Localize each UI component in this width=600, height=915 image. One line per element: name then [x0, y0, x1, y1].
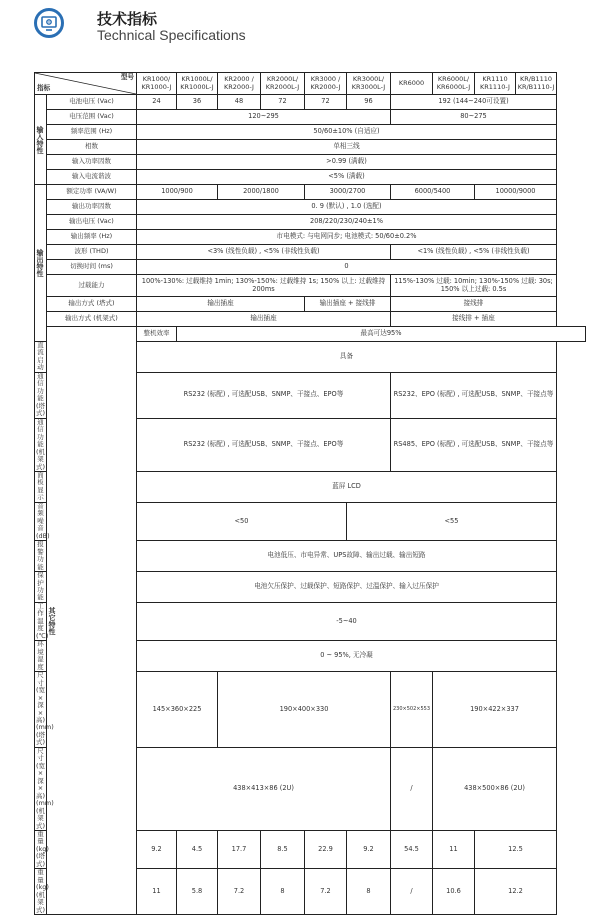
model-header: KR2000 / KR2000-J: [218, 73, 261, 95]
cell: 输出插座 + 接线排: [305, 297, 391, 312]
model-header: KR6000: [391, 73, 433, 95]
table-row: [35, 260, 586, 275]
table-row: [35, 275, 586, 297]
cell: RS232 (标配) , 可选配USB、SNMP、干接点、EPO等: [137, 372, 391, 418]
row-label: 整机效率: [137, 327, 177, 342]
table-row: [35, 230, 586, 245]
cell: 3000/2700: [305, 185, 391, 200]
cell: RS485、EPO (标配) , 可选配USB、SNMP、干接点等: [391, 418, 557, 471]
row-label: 输出方式 (塔式): [47, 297, 137, 312]
row-label: 切换时间 (ms): [47, 260, 137, 275]
cell: 5.8: [177, 869, 218, 915]
cell: 输出插座: [137, 297, 305, 312]
row-label: 环境湿度: [35, 641, 47, 672]
row-label: 尺寸 (宽×深×高) (mm) (塔式): [36, 671, 54, 747]
table-corner: [35, 73, 137, 95]
cell: 9.2: [137, 831, 177, 869]
cell: 电池欠压保护、过载保护、短路保护、过温保护、输入过压保护: [137, 572, 557, 603]
table-row: [35, 155, 586, 170]
cell: 438×413×86 (2U): [137, 747, 391, 830]
model-header: KR3000L/ KR3000L-J: [347, 73, 391, 95]
cell: 7.2: [218, 869, 261, 915]
row-label: 输出电压 (Vac): [47, 215, 137, 230]
cell: 接线排: [391, 297, 557, 312]
model-header: KR1000L/ KR1000L-J: [177, 73, 218, 95]
cell: 蓝屏 LCD: [137, 471, 557, 502]
cell: 438×500×86 (2U): [433, 747, 557, 830]
table-row: [35, 327, 586, 342]
row-label: 电池电压 (Vac): [47, 95, 137, 110]
cell: 10.6: [433, 869, 475, 915]
cell: 4.5: [177, 831, 218, 869]
row-label: 输入电流谐波: [47, 170, 137, 185]
cell: 100%-130%: 过载维持 1min; 130%-150%: 过载维持 1s; 150% 以上: 过载维持 200ms: [137, 275, 391, 297]
row-label: 输出频率 (Hz): [47, 230, 137, 245]
table-row: [35, 185, 586, 200]
row-label: 过载能力: [47, 275, 137, 297]
cell: 接线排 + 插座: [391, 312, 557, 327]
cell: 6000/5400: [391, 185, 475, 200]
cell: /: [391, 747, 433, 830]
row-label: 尺寸 (宽×深×高) (mm) (机架式): [36, 746, 54, 830]
cell: 190×400×330: [218, 672, 391, 748]
row-label: 音频噪音 (dB): [36, 501, 50, 540]
row-label: 面板显示: [35, 471, 47, 502]
settings-monitor-icon: [34, 8, 64, 38]
section-output: 输出特性: [35, 185, 47, 342]
model-header: KR1000/ KR1000-J: [137, 73, 177, 95]
cell: 72: [305, 95, 347, 110]
cell: 7.2: [305, 869, 347, 915]
cell: RS232 (标配) , 可选配USB、SNMP、干接点、EPO等: [137, 418, 391, 471]
cell: 单相三线: [137, 140, 557, 155]
table-row: [35, 125, 586, 140]
table-row: [35, 297, 586, 312]
cell: 54.5: [391, 831, 433, 869]
cell: 72: [261, 95, 305, 110]
cell: 208/220/230/240±1%: [137, 215, 557, 230]
cell: 8: [261, 869, 305, 915]
row-label: 额定功率 (VA/W): [47, 185, 137, 200]
cell: 8.5: [261, 831, 305, 869]
cell: 11: [433, 831, 475, 869]
cell: RS232、EPO (标配) , 可选配USB、SNMP、干接点等: [391, 372, 557, 418]
cell: 最高可达95%: [177, 327, 586, 342]
cell: 36: [177, 95, 218, 110]
cell: <50: [137, 502, 347, 540]
row-label: 通信功能 (塔式): [36, 371, 46, 418]
cell: 11: [137, 869, 177, 915]
cell: 120~295: [137, 110, 391, 125]
cell: /: [391, 869, 433, 915]
page-subtitle: Technical Specifications: [97, 27, 246, 43]
row-label: 重量 (kg) (塔式): [36, 830, 49, 868]
row-label: 重量 (kg) (机架式): [36, 868, 49, 914]
table-row: [35, 140, 586, 155]
row-label: 保护功能: [35, 572, 47, 603]
section-input: 输入特性: [35, 95, 47, 185]
model-header: KR1110 KR1110-J: [475, 73, 516, 95]
table-row: [35, 95, 586, 110]
table-row: [35, 215, 586, 230]
cell: 8: [347, 869, 391, 915]
row-label: 报警功能: [35, 541, 47, 572]
table-row: [35, 200, 586, 215]
cell: 12.5: [475, 831, 557, 869]
model-header: KR6000L/ KR6000L-J: [433, 73, 475, 95]
row-label: 输出功率因数: [47, 200, 137, 215]
cell: 24: [137, 95, 177, 110]
corner-model-label: 型号: [120, 73, 134, 81]
cell: 50/60±10% (自适应): [137, 125, 557, 140]
cell: 1000/900: [137, 185, 218, 200]
row-label: 输出方式 (机架式): [47, 312, 137, 327]
model-header: KR/B1110 KR/B1110-J: [516, 73, 557, 95]
cell: 0: [137, 260, 557, 275]
cell: 市电模式: 与电网同步; 电池模式: 50/60±0.2%: [137, 230, 557, 245]
model-header: KR2000L/ KR2000L-J: [261, 73, 305, 95]
cell: 具备: [137, 342, 557, 373]
cell: 22.9: [305, 831, 347, 869]
cell: 192 (144~240可设置): [391, 95, 557, 110]
cell: <5% (满载): [137, 170, 557, 185]
cell: <3% (线性负载) , <5% (非线性负载): [137, 245, 391, 260]
cell: <1% (线性负载) , <5% (非线性负载): [391, 245, 557, 260]
table-row: [35, 110, 586, 125]
cell: 0. 9 (默认) , 1.0 (选配): [137, 200, 557, 215]
model-header: KR3000 / KR2000-J: [305, 73, 347, 95]
table-header-row: [35, 73, 586, 95]
cell: 230×502×553: [391, 672, 433, 748]
section-other: 其它特性: [47, 327, 137, 915]
cell: 80~275: [391, 110, 557, 125]
cell: >0.99 (满载): [137, 155, 557, 170]
cell: -5~40: [137, 602, 557, 640]
cell: 0 ~ 95%, 无冷凝: [137, 641, 557, 672]
cell: 12.2: [475, 869, 557, 915]
cell: 输出插座: [137, 312, 391, 327]
row-label: 通信功能 (机架式): [36, 417, 46, 471]
row-label: 电压范围 (Vac): [47, 110, 137, 125]
row-label: 直流启动: [35, 342, 47, 373]
cell: 9.2: [347, 831, 391, 869]
cell: 电池低压、市电异常、UPS故障、输出过载、输出短路: [137, 541, 557, 572]
table-row: [35, 312, 586, 327]
row-label: 频率范围 (Hz): [47, 125, 137, 140]
row-label: 波形 (THD): [47, 245, 137, 260]
cell: 48: [218, 95, 261, 110]
page-header: [0, 0, 600, 72]
corner-index-label: 指标: [37, 84, 51, 93]
cell: <55: [347, 502, 557, 540]
row-label: 相数: [47, 140, 137, 155]
row-label: 工作温度 (℃): [36, 601, 49, 640]
table-row: [35, 170, 586, 185]
cell: 115%-130% 过载: 10min; 130%-150% 过载: 30s; 150% 以上过载: 0.5s: [391, 275, 557, 297]
cell: 145×360×225: [137, 672, 218, 748]
cell: 10000/9000: [475, 185, 557, 200]
cell: 96: [347, 95, 391, 110]
table-row: [35, 245, 586, 260]
cell: 190×422×337: [433, 672, 557, 748]
cell: 17.7: [218, 831, 261, 869]
cell: 2000/1800: [218, 185, 305, 200]
page-title: 技术指标: [97, 10, 158, 28]
spec-table: [34, 72, 586, 915]
row-label: 输入功率因数: [47, 155, 137, 170]
